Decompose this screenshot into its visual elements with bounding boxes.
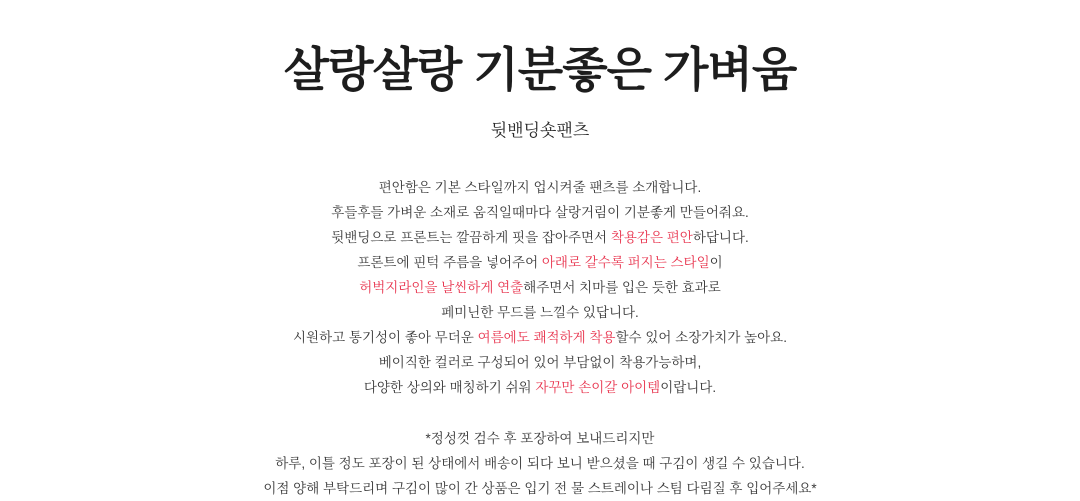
plain-text: *정성껏 검수 후 포장하여 보내드리지만	[425, 431, 655, 447]
plain-text: 다양한 상의와 매칭하기 쉬워	[363, 380, 536, 396]
text-line	[293, 350, 787, 375]
page-title: 살랑살랑 기분좋은 가벼움	[283, 43, 797, 96]
plain-text: 이점 양해 부탁드리며 구김이 많이 간 상품은 입기 전 물 스트레이나 스팀 다림질 후 입어주세요*	[263, 481, 817, 497]
highlighted-text: 여름에도 쾌적하게 착용	[477, 330, 616, 346]
plain-text: 하루, 이틀 정도 포장이 된 상태에서 배송이 되다 보니 받으셨을 때 구김이 생길 수 있습니다.	[275, 456, 805, 472]
plain-text: 이	[709, 255, 723, 271]
highlighted-text: 착용감은 편안	[610, 230, 693, 246]
highlighted-text: 자꾸만 손이갈 아이템	[535, 380, 661, 396]
plain-text: 프론트에 핀턱 주름을 넣어주어	[357, 255, 542, 271]
product-subtitle: 뒷밴딩숏팬츠	[490, 121, 590, 141]
text-line	[293, 300, 787, 325]
highlighted-text: 아래로 갈수록 퍼지는 스타일	[541, 255, 710, 271]
text-line	[293, 200, 787, 225]
plain-text: 할수 있어 소장가치가 높아요.	[615, 330, 787, 346]
description-block	[293, 175, 787, 400]
text-line	[293, 325, 787, 350]
plain-text: 베이직한 컬러로 구성되어 있어 부담없이 착용가능하며,	[378, 355, 702, 371]
text-line	[293, 275, 787, 300]
plain-text: 이랍니다.	[660, 380, 717, 396]
text-line	[293, 375, 787, 400]
plain-text: 편안함은 기본 스타일까지 업시켜줄 팬츠를 소개합니다.	[378, 180, 702, 196]
text-line	[263, 451, 816, 476]
text-line	[263, 426, 816, 451]
plain-text: 해주면서 치마를 입은 듯한 효과로	[523, 280, 721, 296]
plain-text: 하답니다.	[692, 230, 749, 246]
text-line	[293, 225, 787, 250]
highlighted-text: 허벅지라인을 날씬하게 연출	[359, 280, 524, 296]
plain-text: 뒷밴딩으로 프론트는 깔끔하게 핏을 잡아주면서	[331, 230, 611, 246]
text-line	[263, 476, 816, 501]
notice-block	[263, 426, 816, 501]
plain-text: 페미닌한 무드를 느낄수 있답니다.	[441, 305, 639, 321]
plain-text: 후들후들 가벼운 소재로 움직일때마다 살랑거림이 기분좋게 만들어줘요.	[331, 205, 749, 221]
text-line	[293, 175, 787, 200]
plain-text: 시원하고 통기성이 좋아 무더운	[293, 330, 478, 346]
text-line	[293, 250, 787, 275]
